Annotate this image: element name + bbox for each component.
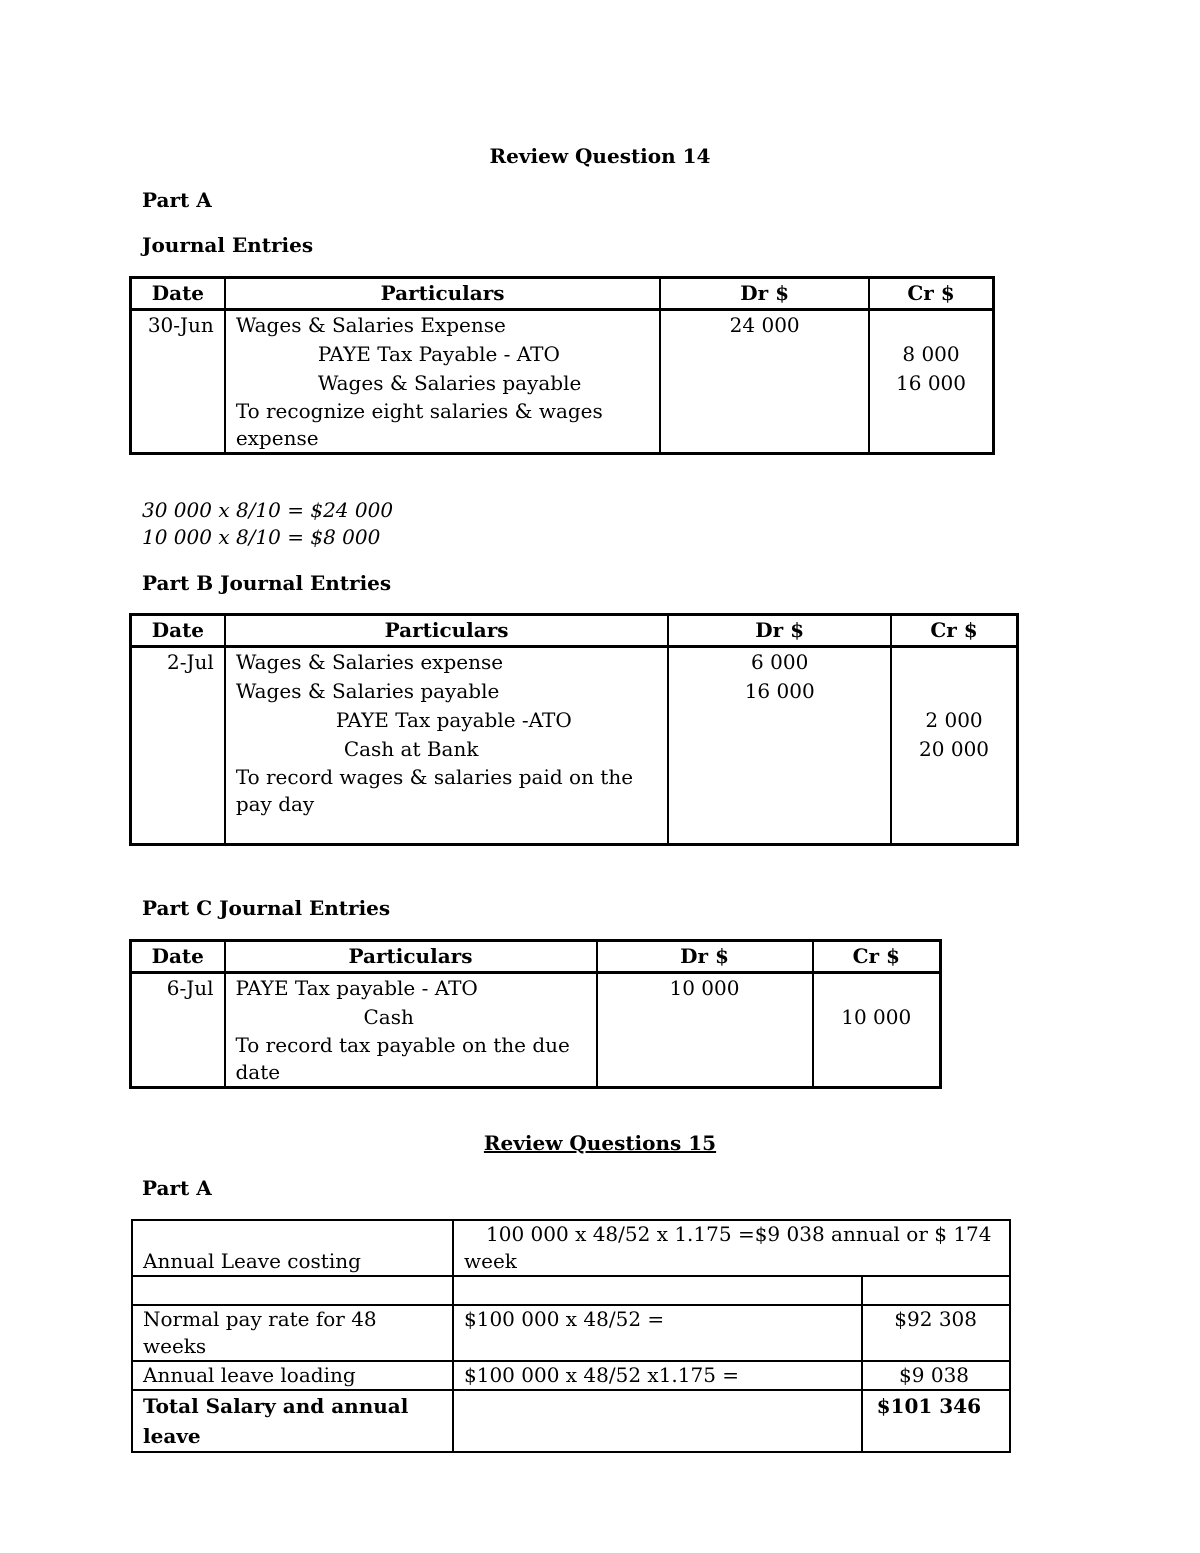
journal-table-part-a: [129, 276, 995, 455]
header-cr: Cr $: [869, 278, 993, 310]
section-title: Review Questions 15: [483, 1131, 717, 1155]
part-a-heading-q15: Part A: [142, 1176, 212, 1200]
row-calc: $100 000 x 48/52 x1.175 =: [453, 1361, 862, 1390]
particular-line: Cash: [363, 1005, 414, 1029]
particular-line: Wages & Salaries Expense: [235, 313, 506, 337]
header-date: Date: [131, 615, 225, 647]
journal-table-part-c: [129, 939, 942, 1089]
debit-amount: 10 000: [669, 976, 740, 1000]
journal-entries-heading: Journal Entries: [142, 233, 314, 257]
particular-line: PAYE Tax Payable - ATO: [317, 342, 560, 366]
particular-line: Cash at Bank: [343, 737, 479, 761]
journal-table-part-b: [129, 613, 1019, 846]
credit-amount: 10 000: [841, 1005, 912, 1029]
part-a-heading: Part A: [142, 188, 212, 212]
row-value: $92 308: [862, 1305, 1010, 1361]
credit-amount: 8 000: [902, 342, 960, 366]
total-value: $101 346: [862, 1390, 1010, 1452]
row-value: 100 000 x 48/52 x 1.175 =$9 038 annual or $ 174 week: [453, 1220, 1010, 1276]
header-date: Date: [131, 278, 225, 310]
particular-line: Wages & Salaries payable: [235, 679, 500, 703]
part-b-heading: Part B Journal Entries: [142, 571, 392, 595]
entry-date: 2-Jul: [167, 650, 214, 674]
header-cr: Cr $: [891, 615, 1017, 647]
particular-line: PAYE Tax payable -ATO: [335, 708, 572, 732]
debit-amount: 24 000: [729, 313, 800, 337]
total-label: Total Salary and annual leave: [132, 1390, 453, 1452]
narration: To record tax payable on the due date: [235, 1033, 570, 1084]
header-cr: Cr $: [813, 941, 941, 973]
credit-amount: 16 000: [896, 371, 966, 395]
narration: To record wages & salaries paid on the pay day: [235, 765, 634, 816]
header-date: Date: [131, 941, 225, 973]
annual-leave-table: [131, 1219, 1011, 1453]
header-particulars: Particulars: [225, 941, 597, 973]
narration: To recognize eight salaries & wages expense: [235, 399, 603, 450]
particular-line: Wages & Salaries expense: [235, 650, 504, 674]
header-particulars: Particulars: [225, 615, 669, 647]
row-calc: $100 000 x 48/52 =: [453, 1305, 862, 1361]
page-title: Review Question 14: [489, 144, 711, 168]
header-particulars: Particulars: [225, 278, 661, 310]
row-label: Normal pay rate for 48 weeks: [132, 1305, 453, 1361]
calculation-line: 30 000 x 8/10 = $24 000: [142, 498, 394, 522]
part-c-heading: Part C Journal Entries: [142, 896, 391, 920]
calculation-line: 10 000 x 8/10 = $8 000: [142, 525, 381, 549]
row-label: Annual leave loading: [132, 1361, 453, 1390]
particular-line: Wages & Salaries payable: [317, 371, 582, 395]
row-value: $9 038: [862, 1361, 1010, 1390]
entry-date: 30-Jun: [147, 313, 214, 337]
entry-date: 6-Jul: [166, 976, 214, 1000]
credit-amount: 2 000: [925, 708, 983, 732]
credit-amount: 20 000: [919, 737, 990, 761]
row-label: Annual Leave costing: [132, 1220, 453, 1276]
header-dr: Dr $: [597, 941, 813, 973]
debit-amount: 16 000: [744, 679, 815, 703]
header-dr: Dr $: [668, 615, 891, 647]
header-dr: Dr $: [660, 278, 869, 310]
debit-amount: 6 000: [751, 650, 809, 674]
particular-line: PAYE Tax payable - ATO: [235, 976, 478, 1000]
